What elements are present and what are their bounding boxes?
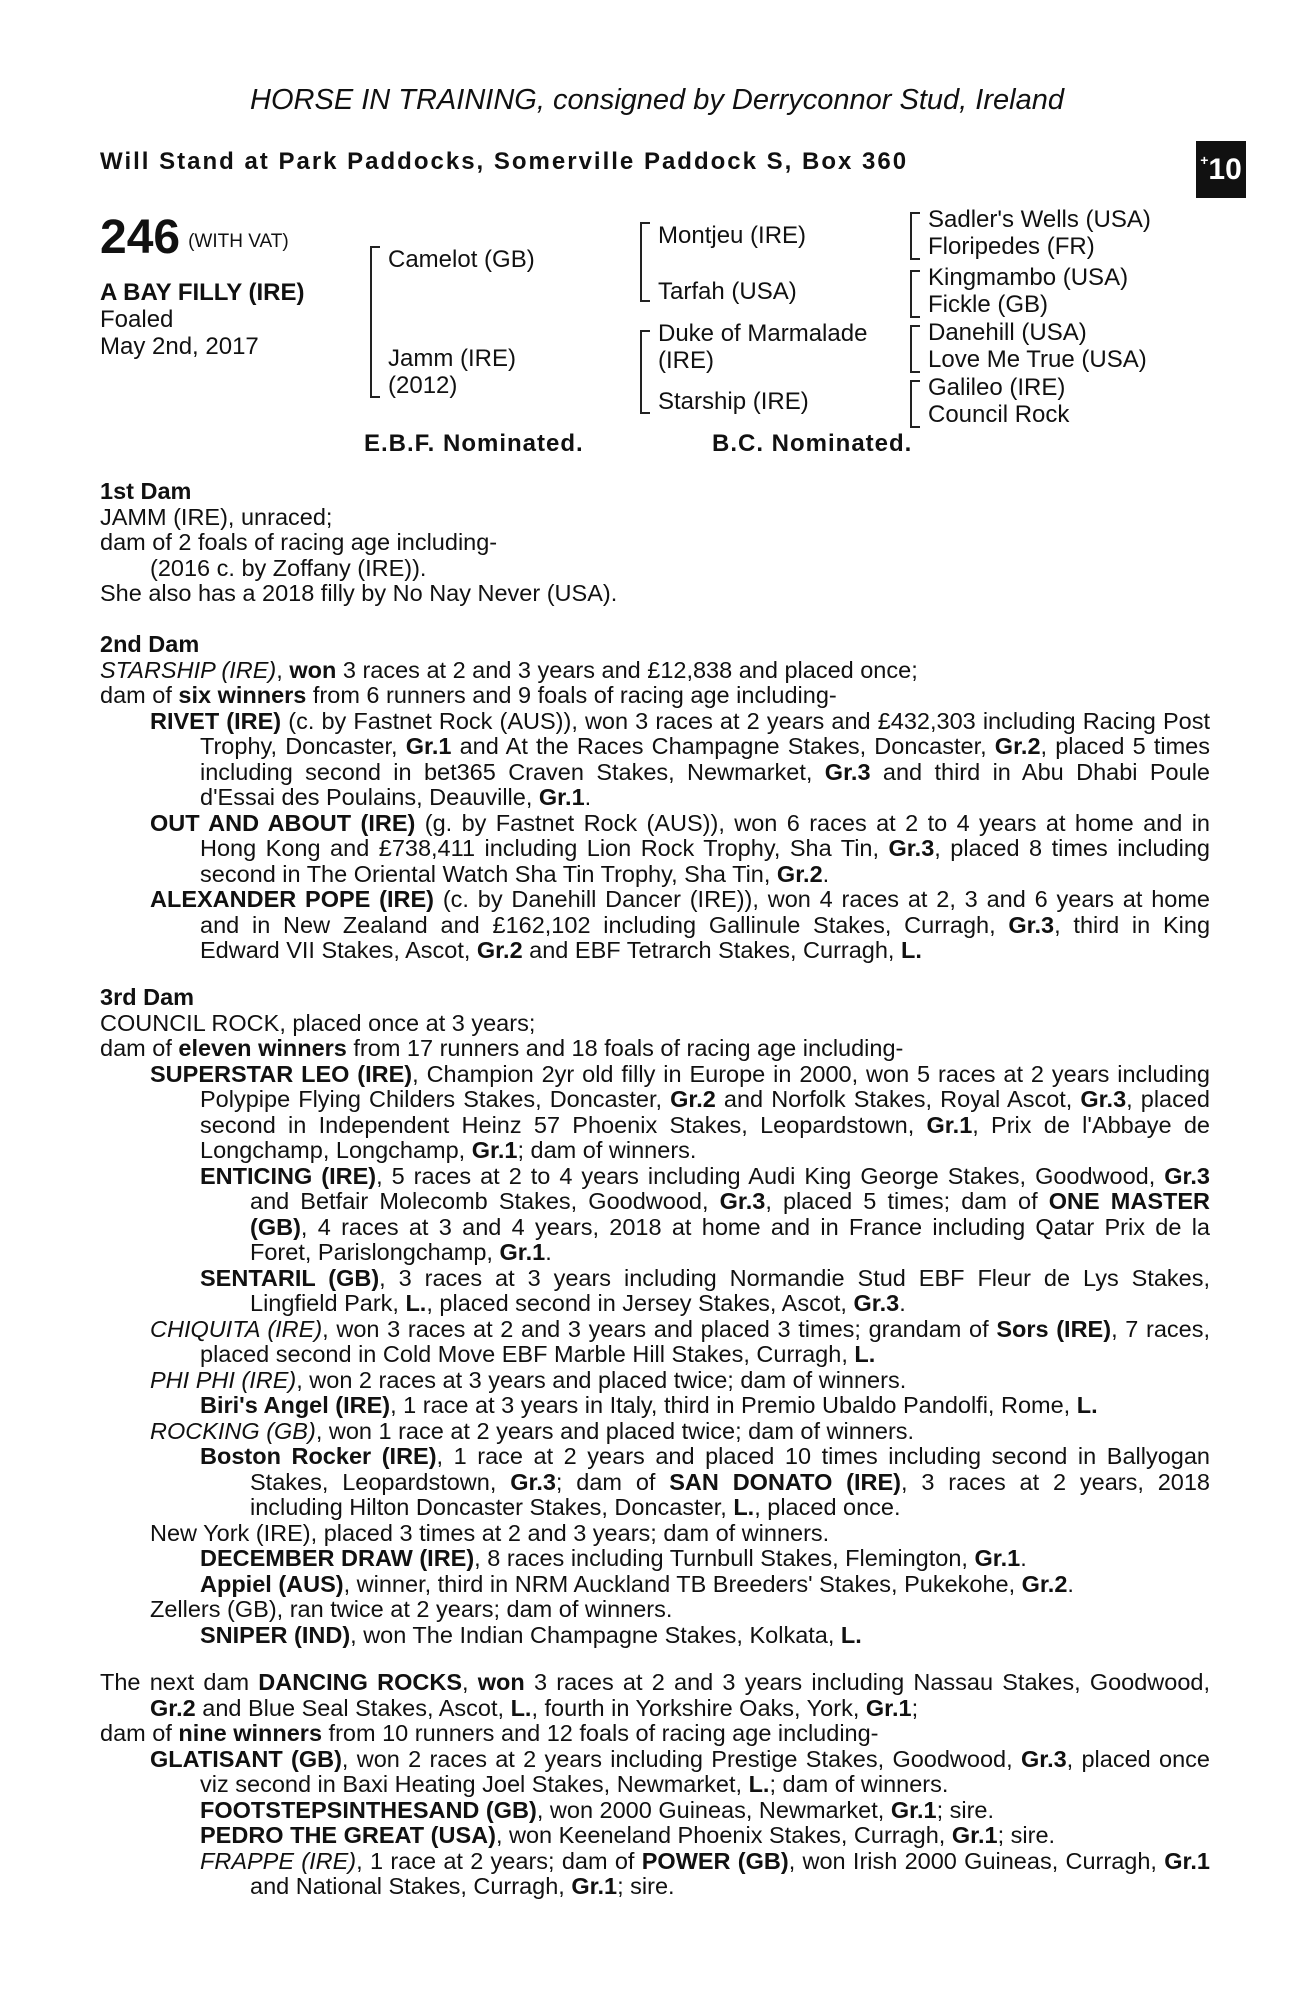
progeny-entry [100, 1572, 1210, 1598]
text: , placed once viz second in Baxi Heating Joel Stakes, Newmarket, [200, 1745, 1210, 1797]
third-dam-section [100, 985, 1210, 1648]
text: , won 2 races at 3 years and placed twice; dam of winners. [296, 1366, 907, 1393]
horse-name: CHIQUITA (IRE) [150, 1315, 323, 1342]
grade: Gr.1 [951, 1822, 998, 1848]
pedigree-brace-3d [910, 380, 920, 428]
text: , won The Indian Champagne Stakes, Kolkata, [350, 1621, 841, 1648]
lot-badge [1196, 141, 1246, 198]
text: dam of [100, 682, 179, 708]
horse-name: Appiel (AUS) [200, 1570, 344, 1597]
third-dam-heading: 3rd Dam [100, 984, 195, 1010]
text: and EBF Tetrarch Stakes, Curragh, [522, 937, 901, 963]
horse-name: DANCING ROCKS [258, 1669, 463, 1695]
horse-name: ENTICING (IRE) [200, 1162, 377, 1189]
pedigree-brace-3c [910, 325, 920, 373]
text: , placed second in Jersey Stakes, Ascot, [426, 1290, 854, 1316]
horse-name: Sors (IRE) [996, 1315, 1112, 1342]
text: 3 races at 2 and 3 years including Nassau Stakes, Goodwood, [524, 1669, 1211, 1695]
progeny-entry [100, 1419, 1210, 1445]
text: , won 2000 Guineas, Newmarket, [536, 1796, 891, 1823]
grade: Gr.2 [150, 1694, 196, 1721]
grade: Gr.1 [405, 733, 452, 759]
foaled-date: May 2nd, 2017 [100, 333, 259, 360]
grade: Gr.1 [571, 1873, 618, 1899]
grade: Gr.1 [1164, 1847, 1210, 1874]
horse-name: DECEMBER DRAW (IRE) [200, 1545, 475, 1571]
text: , placed once. [754, 1494, 901, 1520]
ped-dsd: Love Me True (USA) [928, 346, 1147, 373]
sire-dam: Tarfah (USA) [658, 278, 797, 305]
ped-sds: Kingmambo (USA) [928, 264, 1129, 291]
grade: Gr.3 [1080, 1086, 1127, 1112]
text: , 1 race at 2 years and placed 10 times including second in Ballyogan Stakes, Leopardstown, [250, 1443, 1210, 1495]
foaled-label: Foaled [100, 306, 174, 333]
text: ; sire. [997, 1822, 1056, 1848]
text: The next dam [100, 1669, 259, 1695]
text: and Norfolk Stakes, Royal Ascot, [715, 1086, 1081, 1112]
text: dam of [100, 1035, 179, 1061]
grade: Gr.1 [538, 784, 585, 810]
badge-mark: + [1200, 151, 1209, 168]
grade: Gr.1 [926, 1111, 973, 1138]
text: , winner, third in NRM Auckland TB Breeders' Stakes, Pukekohe, [343, 1570, 1022, 1597]
grade: Gr.1 [974, 1545, 1021, 1571]
text: . [1020, 1545, 1027, 1571]
horse-description: A BAY FILLY (IRE) [100, 279, 305, 306]
progeny-entry [100, 1368, 1210, 1394]
dam-sire-line2: (IRE) [658, 347, 714, 374]
horse-name: SUPERSTAR LEO (IRE) [150, 1060, 413, 1087]
text: ; sire. [617, 1873, 675, 1899]
ped-sdd: Fickle (GB) [928, 291, 1048, 318]
horse-name: FOOTSTEPSINTHESAND (GB) [200, 1796, 537, 1823]
ped-ssd: Floripedes (FR) [928, 233, 1095, 260]
pedigree-brace-3a [910, 212, 920, 260]
dam-of-line [100, 1036, 1210, 1062]
progeny-entry [100, 1798, 1210, 1824]
pedigree-brace-3b [910, 270, 920, 318]
progeny-entry [100, 1062, 1210, 1164]
text: . [545, 1239, 552, 1265]
ebf-nominated: E.B.F. Nominated. [364, 430, 584, 457]
vat-note: (WITH VAT) [188, 231, 289, 252]
progeny-entry [100, 1444, 1210, 1521]
progeny-entry: Zellers (GB), ran twice at 2 years; dam of winners. [150, 1596, 673, 1622]
progeny-entry [100, 1266, 1210, 1317]
text: . [899, 1290, 906, 1316]
text: and At the Races Champagne Stakes, Doncaster, [451, 733, 995, 759]
text: 3 races at 2 and 3 years and £12,838 and placed once; [336, 656, 918, 683]
next-dam-section [100, 1670, 1210, 1900]
winners-count: eleven winners [178, 1035, 347, 1061]
listed: L. [854, 1341, 876, 1367]
text: . [1067, 1570, 1074, 1597]
text: , 1 race at 3 years in Italy, third in Premio Ubaldo Pandolfi, Rome, [390, 1392, 1077, 1418]
text: and Betfair Molecomb Stakes, Goodwood, [250, 1188, 720, 1214]
horse-name: GLATISANT (GB) [150, 1745, 342, 1772]
text: , placed 5 times including second in bet365 Craven Stakes, Newmarket, [200, 733, 1210, 785]
pedigree-brace-2b [640, 330, 650, 414]
text: , 1 race at 2 years; dam of [356, 1847, 642, 1874]
text: from 6 runners and 9 foals of racing age including- [306, 682, 837, 708]
dam-sire-line1: Duke of Marmalade [658, 320, 868, 347]
grade: Gr.3 [1008, 911, 1055, 938]
second-dam-heading: 2nd Dam [100, 631, 200, 657]
ped-sss: Sadler's Wells (USA) [928, 206, 1151, 233]
grade: Gr.1 [865, 1694, 912, 1721]
horse-name: PHI PHI (IRE) [150, 1366, 297, 1393]
horse-name: SAN DONATO (IRE) [669, 1468, 902, 1495]
text: and Blue Seal Stakes, Ascot, [195, 1694, 511, 1721]
grade: Gr.3 [888, 835, 935, 861]
grade: Gr.3 [853, 1290, 900, 1316]
listed: L. [733, 1494, 755, 1520]
listed: L. [901, 937, 922, 963]
grade: Gr.2 [776, 860, 823, 887]
grade: Gr.2 [994, 733, 1041, 759]
text: , 3 races at 3 years including Normandie Stud EBF Fleur de Lys Stakes, Lingfield Park, [250, 1264, 1210, 1316]
horse-name: ONE MASTER (GB) [250, 1188, 1210, 1240]
text: , third in King Edward VII Stakes, Ascot, [200, 911, 1211, 963]
text: ; dam of winners. [769, 1771, 949, 1797]
horse-name: Boston Rocker (IRE) [200, 1443, 437, 1469]
horse-name: ALEXANDER POPE (IRE) [150, 886, 435, 912]
ped-ddd: Council Rock [928, 401, 1070, 428]
lot-number: 246 [100, 211, 181, 264]
progeny-entry [100, 709, 1210, 811]
dam-name: STARSHIP (IRE) [100, 656, 277, 683]
text: , Champion 2yr old filly in Europe in 2000, won 5 races at 2 years including Polypipe Flying Childers Stakes, Doncaster, [200, 1060, 1210, 1112]
text: ; dam of [555, 1468, 670, 1495]
text: . [822, 860, 830, 887]
progeny-entry [100, 811, 1210, 888]
listed: L. [405, 1290, 427, 1316]
first-dam-line: (2016 c. by Zoffany (IRE)). [150, 554, 427, 581]
ped-dss: Danehill (USA) [928, 319, 1087, 346]
text: and National Stakes, Curragh, [250, 1873, 572, 1899]
winners-count: six winners [178, 682, 307, 708]
dam: Jamm (IRE) [388, 345, 516, 372]
text: ; sire. [936, 1796, 995, 1823]
page-title: HORSE IN TRAINING, consigned by Derryconnor Stud, Ireland [250, 84, 1064, 116]
grade: Gr.3 [510, 1468, 556, 1495]
first-dam-line: dam of 2 foals of racing age including- [100, 529, 498, 555]
text: , won Irish 2000 Guineas, Curragh, [788, 1847, 1165, 1874]
text: from 10 runners and 12 foals of racing age including- [322, 1720, 879, 1746]
dam-year: (2012) [388, 372, 458, 399]
listed: L. [510, 1694, 532, 1721]
grade: Gr.1 [499, 1239, 546, 1265]
text: , fourth in Yorkshire Oaks, York, [531, 1694, 866, 1721]
text: , Prix de l'Abbaye de Longchamp, Longchamp, [200, 1111, 1210, 1163]
text: , 5 races at 2 to 4 years including Audi King George Stakes, Goodwood, [376, 1162, 1165, 1189]
text: from 17 runners and 18 foals of racing age including- [346, 1035, 904, 1061]
text: , 8 races including Turnbull Stakes, Flemington, [474, 1545, 975, 1571]
grade: Gr.3 [824, 758, 871, 785]
dam-dam: Starship (IRE) [658, 388, 809, 415]
text: . [584, 784, 592, 810]
first-dam-line: JAMM (IRE), unraced; [100, 503, 333, 530]
progeny-entry [100, 1164, 1210, 1266]
progeny-entry [100, 1747, 1210, 1798]
progeny-entry [100, 1393, 1210, 1419]
won-label: won [289, 656, 337, 683]
third-dam-intro: COUNCIL ROCK, placed once at 3 years; [100, 1009, 536, 1036]
grade: Gr.2 [670, 1086, 716, 1112]
text: (g. by Fastnet Rock (AUS)), won 6 races at 2 to 4 years at home and in Hong Kong and £738,411 including Lion Rock Trophy, Sha Tin, [200, 809, 1210, 861]
horse-name: FRAPPE (IRE) [200, 1847, 357, 1874]
progeny-entry: New York (IRE), placed 3 times at 2 and 3 years; dam of winners. [150, 1519, 830, 1546]
dam-of-line [100, 1721, 1210, 1747]
text: , won 2 races at 2 years including Prestige Stakes, Goodwood, [341, 1745, 1021, 1772]
grade: Gr.1 [890, 1796, 937, 1823]
pedigree-brace-2a [640, 222, 650, 302]
second-dam-intro: STARSHIP (IRE), won 3 races at 2 and 3 years and £12,838 and placed once; [100, 656, 918, 683]
horse-name: SENTARIL (GB) [200, 1264, 380, 1291]
progeny-entry [100, 1546, 1210, 1572]
lot-number-block [100, 210, 289, 265]
horse-name: PEDRO THE GREAT (USA) [200, 1822, 496, 1848]
text: ; [911, 1694, 919, 1721]
text: , won 1 race at 2 years and placed twice; dam of winners. [315, 1417, 915, 1444]
sire: Camelot (GB) [388, 246, 535, 273]
listed: L. [840, 1621, 862, 1648]
progeny-entry [100, 1849, 1210, 1900]
text: , [462, 1669, 478, 1695]
horse-name: Biri's Angel (IRE) [200, 1392, 391, 1418]
pedigree-brace-1 [370, 246, 380, 398]
text: , won 3 races at 2 and 3 years and placed 3 times; grandam of [322, 1315, 997, 1342]
grade: Gr.3 [1164, 1162, 1210, 1189]
won-label: won [477, 1669, 525, 1695]
progeny-entry [100, 1823, 1210, 1849]
horse-name: RIVET (IRE) [150, 707, 282, 734]
badge-number: 10 [1208, 152, 1242, 186]
second-dam-section [100, 632, 1210, 964]
grade: Gr.2 [476, 937, 523, 963]
grade: Gr.1 [471, 1137, 518, 1163]
text: (c. by Danehill Dancer (IRE)), won 4 races at 2, 3 and 6 years at home and in New Zealand and £162,102 including Gallinule Stakes, Curragh, [200, 886, 1210, 938]
progeny-entry [100, 1317, 1210, 1368]
listed: L. [748, 1771, 770, 1797]
text: , placed second in Independent Heinz 57 Phoenix Stakes, Leopardstown, [200, 1086, 1210, 1138]
text: dam of [100, 1720, 179, 1746]
text: , placed 8 times including second in The Oriental Watch Sha Tin Trophy, Sha Tin, [200, 835, 1210, 887]
progeny-entry [100, 1623, 1210, 1649]
text: , 7 races, placed second in Cold Move EBF Marble Hill Stakes, Curragh, [200, 1315, 1210, 1367]
listed: L. [1076, 1392, 1098, 1418]
text: , 3 races at 2 years, 2018 including Hilton Doncaster Stakes, Doncaster, [250, 1468, 1210, 1520]
text: , placed 5 times; dam of [765, 1188, 1049, 1214]
horse-name: ROCKING (GB) [150, 1417, 316, 1444]
grade: Gr.3 [1020, 1745, 1067, 1772]
grade: Gr.3 [719, 1188, 766, 1214]
text: (c. by Fastnet Rock (AUS)), won 3 races at 2 years and £432,303 including Racing Post Trophy, Doncaster, [200, 707, 1210, 759]
grade: Gr.2 [1021, 1570, 1068, 1597]
progeny-entry [100, 887, 1210, 964]
ped-dds: Galileo (IRE) [928, 374, 1066, 401]
text: and third in Abu Dhabi Poule d'Essai des Poulains, Deauville, [200, 758, 1210, 810]
first-dam-line: She also has a 2018 filly by No Nay Never (USA). [100, 580, 618, 606]
horse-name: POWER (GB) [641, 1847, 789, 1874]
bc-nominated: B.C. Nominated. [712, 430, 913, 457]
text: , 4 races at 3 and 4 years, 2018 at home and in France including Qatar Prix de la Foret, Parislongchamp, [250, 1213, 1210, 1265]
dam-of-line [100, 683, 1210, 709]
next-dam-intro [100, 1670, 1210, 1721]
horse-name: OUT AND ABOUT (IRE) [150, 809, 416, 836]
winners-count: nine winners [178, 1720, 323, 1746]
text: , won Keeneland Phoenix Stakes, Curragh, [495, 1822, 952, 1848]
first-dam-heading: 1st Dam [100, 478, 192, 504]
horse-name: SNIPER (IND) [200, 1621, 351, 1648]
stand-location: Will Stand at Park Paddocks, Somerville Paddock S, Box 360 [100, 148, 909, 175]
sire-sire: Montjeu (IRE) [658, 222, 807, 249]
text: ; dam of winners. [517, 1137, 697, 1163]
first-dam-section [100, 479, 1210, 607]
